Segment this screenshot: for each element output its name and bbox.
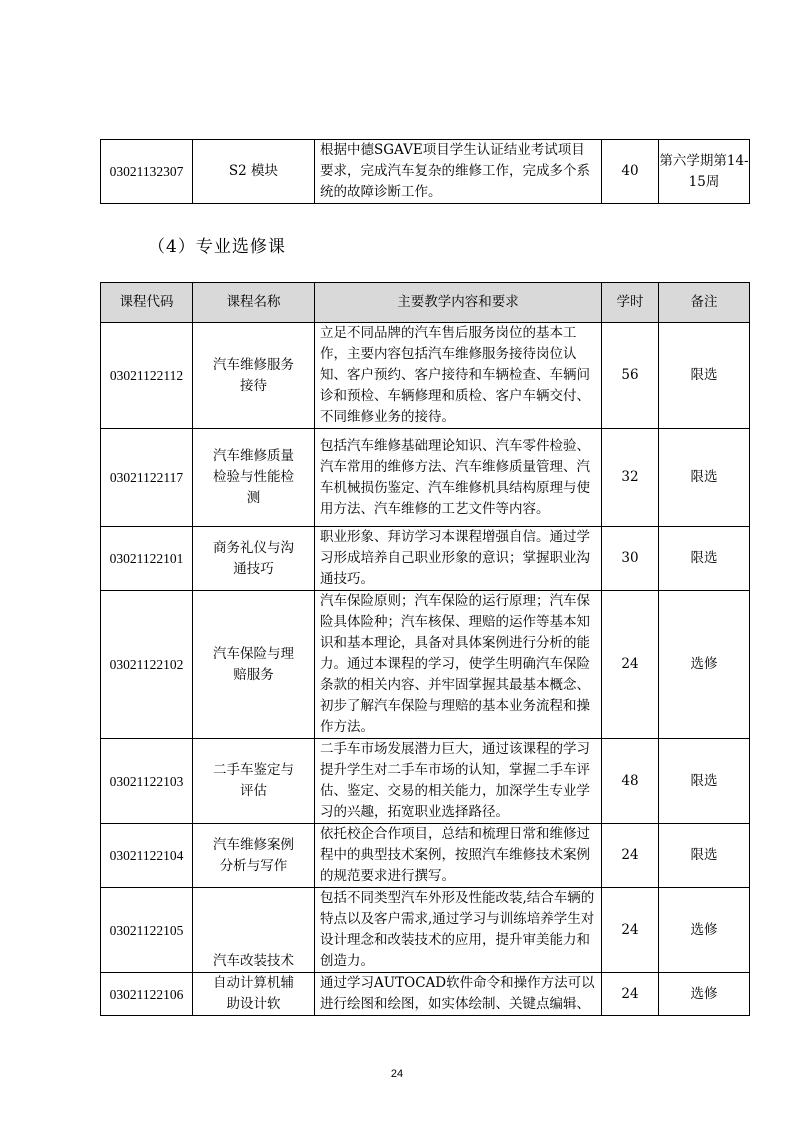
header-course-content: 主要教学内容和要求 (315, 283, 602, 323)
course-hours-cell: 24 (602, 888, 659, 973)
course-content-cell: 立足不同品牌的汽车售后服务岗位的基本工作，主要内容包括汽车维修服务接待岗位认知、客户预约、客户接待和车辆检查、车辆问诊和预检、车辆修理和质检、客户车辆交付、不同维修业务的接待。 (315, 323, 602, 429)
header-course-code: 课程代码 (101, 283, 193, 323)
course-hours-cell: 24 (602, 591, 659, 739)
course-content-cell: 汽车保险原则；汽车保险的运行原理；汽车保险具体险种；汽车核保、理赔的运作等基本知识和基本理论，具备对具体案例进行分析的能力。通过本课程的学习，使学生明确汽车保险条款的相关内容、并牢固掌握其最基本概念、初步了解汽车保险与理赔的基本业务流程和操作方法。 (315, 591, 602, 739)
table-header-row (101, 283, 750, 323)
course-code-cell: 03021122105 (101, 888, 193, 973)
page-number: 24 (390, 1068, 404, 1080)
course-hours-cell: 48 (602, 739, 659, 824)
course-code-cell: 03021122117 (101, 429, 193, 527)
table-row (101, 429, 750, 527)
course-code-cell: 03021122103 (101, 739, 193, 824)
course-code-cell: 03021122101 (101, 527, 193, 591)
elective-course-table (100, 282, 750, 1016)
course-content-cell: 根据中德SGAVE项目学生认证结业考试项目要求，完成汽车复杂的维修工作，完成多个系统的故障诊断工作。 (315, 140, 602, 204)
course-hours-cell: 24 (602, 824, 659, 888)
course-name-cell: 商务礼仪与沟通技巧 (193, 527, 315, 591)
course-hours-cell: 30 (602, 527, 659, 591)
course-note-cell: 限选 (659, 323, 750, 429)
course-name-cell: S2 模块 (193, 140, 315, 204)
course-content-cell: 包括汽车维修基础理论知识、汽车零件检验、汽车常用的维修方法、汽车维修质量管理、汽车机械损伤鉴定、汽车维修机具结构原理与使用方法、汽车维修的工艺文件等内容。 (315, 429, 602, 527)
course-content-cell: 二手车市场发展潜力巨大，通过该课程的学习提升学生对二手车市场的认知，掌握二手车评估、鉴定、交易的相关能力，加深学生专业学习的兴趣，拓宽职业选择路径。 (315, 739, 602, 824)
course-name-cell: 自动计算机辅助设计软 (193, 973, 315, 1016)
prior-course-table (100, 139, 750, 204)
table-row (101, 824, 750, 888)
course-hours-cell: 56 (602, 323, 659, 429)
header-course-name: 课程名称 (193, 283, 315, 323)
course-code-cell: 03021122104 (101, 824, 193, 888)
section-heading: （4）专业选修课 (148, 237, 286, 257)
table-row (101, 888, 750, 973)
table-row (101, 739, 750, 824)
course-note-cell: 选修 (659, 591, 750, 739)
course-name-cell: 二手车鉴定与评估 (193, 739, 315, 824)
course-code-cell: 03021132307 (101, 140, 193, 204)
table-row (101, 323, 750, 429)
table-row (101, 973, 750, 1016)
course-content-cell: 通过学习AUTOCAD软件命令和操作方法可以进行绘图和绘图，如实体绘制、关键点编辑、 (315, 973, 602, 1016)
course-hours-cell: 24 (602, 973, 659, 1016)
table-row (101, 527, 750, 591)
course-name-cell: 汽车保险与理赔服务 (193, 591, 315, 739)
course-content-cell: 包括不同类型汽车外形及性能改装,结合车辆的特点以及客户需求,通过学习与训练培养学生对设计理念和改装技术的应用，提升审美能力和创造力。 (315, 888, 602, 973)
header-course-hours: 学时 (602, 283, 659, 323)
course-note-cell: 选修 (659, 973, 750, 1016)
table-row (101, 140, 750, 204)
course-code-cell: 03021122102 (101, 591, 193, 739)
course-note-cell: 第六学期第14-15周 (659, 140, 750, 204)
course-hours-cell: 40 (602, 140, 659, 204)
course-note-cell: 限选 (659, 824, 750, 888)
course-note-cell: 限选 (659, 739, 750, 824)
header-course-note: 备注 (659, 283, 750, 323)
course-name-cell: 汽车维修案例分析与写作 (193, 824, 315, 888)
course-note-cell: 限选 (659, 527, 750, 591)
course-hours-cell: 32 (602, 429, 659, 527)
table-row (101, 591, 750, 739)
course-code-cell: 03021122112 (101, 323, 193, 429)
course-note-cell: 选修 (659, 888, 750, 973)
course-content-cell: 职业形象、拜访学习本课程增强自信。通过学习形成培养自己职业形象的意识；掌握职业沟通技巧。 (315, 527, 602, 591)
course-name-cell: 汽车改装技术 (193, 888, 315, 973)
course-name-cell: 汽车维修服务接待 (193, 323, 315, 429)
course-code-cell: 03021122106 (101, 973, 193, 1016)
course-name-cell: 汽车维修质量检验与性能检测 (193, 429, 315, 527)
course-note-cell: 限选 (659, 429, 750, 527)
course-content-cell: 依托校企合作项目，总结和梳理日常和维修过程中的典型技术案例，按照汽车维修技术案例的规范要求进行撰写。 (315, 824, 602, 888)
